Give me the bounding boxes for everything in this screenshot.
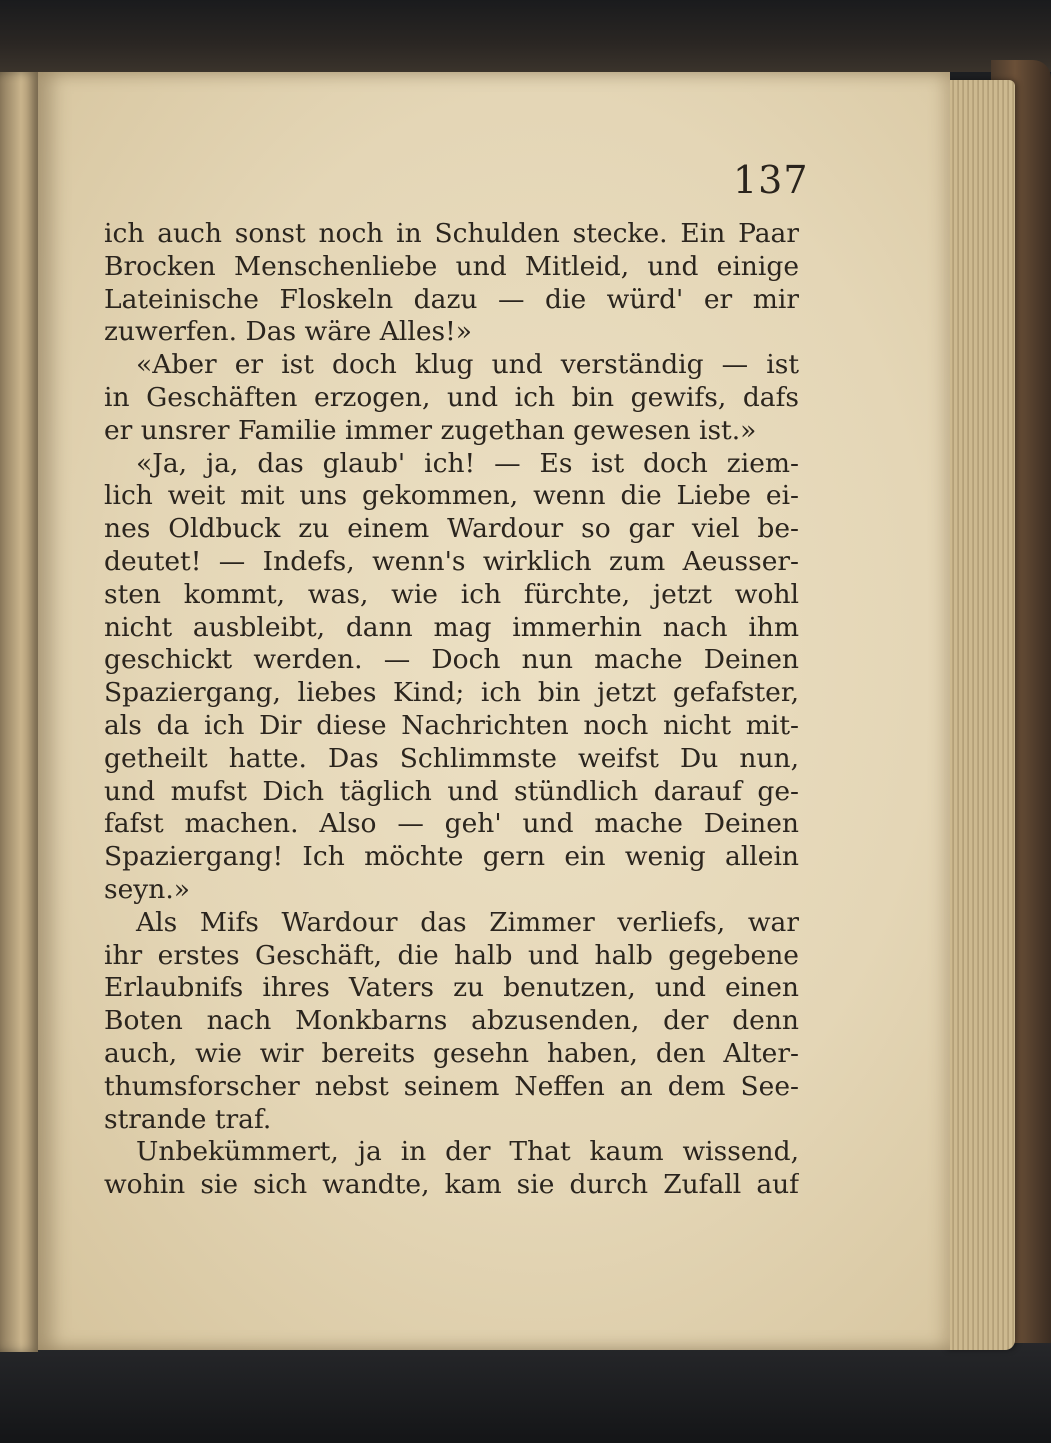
text-line: Spaziergang, liebes Kind; ich bin jetzt gefafster, [104,677,799,709]
text-line: zuwerfen. Das wäre Alles!» [104,316,473,348]
text-line: Brocken Menschenliebe und Mitleid, und einige [104,250,799,282]
text-line: geschickt werden. — Doch nun mache Deinen [104,644,799,676]
text-line: und mufst Dich täglich und stündlich darauf ge- [104,775,799,807]
text-line: seyn.» [104,873,190,905]
text-line: Boten nach Monkbarns abzusenden, der denn [104,1005,799,1037]
text-line: Lateinische Floskeln dazu — die würd' er mir [104,283,799,315]
text-line: wohin sie sich wandte, kam sie durch Zufall auf [104,1169,799,1201]
page-number: 137 [733,158,809,202]
text-line: er unsrer Familie immer zugethan gewesen ist.» [104,414,757,446]
text-line: Spaziergang! Ich möchte gern ein wenig allein [104,841,799,873]
book-cover-bottom [0,1343,1051,1443]
text-line: deutet! — Indefs, wenn's wirklich zum Aeusser- [104,545,799,577]
text-line: in Geschäften erzogen, und ich bin gewifs, dafs [104,381,799,413]
book-cover-top [0,0,1051,72]
text-line: Als Mifs Wardour das Zimmer verliefs, war [136,906,799,938]
text-line: thumsforscher nebst seinem Neffen an dem See- [104,1070,799,1102]
text-line: auch, wie wir bereits gesehn haben, den Alter- [104,1037,799,1069]
text-line: «Ja, ja, das glaub' ich! — Es ist doch ziem- [136,447,799,479]
left-page-edge [0,72,38,1352]
text-line: fafst machen. Also — geh' und mache Deinen [104,808,799,840]
text-line: Erlaubnifs ihres Vaters zu benutzen, und einen [104,972,799,1004]
text-line: ihr erstes Geschäft, die halb und halb gegebene [104,939,799,971]
text-line: ich auch sonst noch in Schulden stecke. Ein Paar [104,218,799,249]
text-line: lich weit mit uns gekommen, wenn die Liebe ei- [104,480,799,512]
text-line: strande traf. [104,1103,272,1135]
text-line: Unbekümmert, ja in der That kaum wissend, [136,1136,799,1168]
text-line: getheilt hatte. Das Schlimmste weifst Du nun, [104,742,799,774]
page-stack-edges [945,80,1015,1350]
text-line: nes Oldbuck zu einem Wardour so gar viel be- [104,513,799,545]
page-text-block [104,218,799,1202]
text-line: «Aber er ist doch klug und verständig — ist [136,349,799,381]
text-line: nicht ausbleibt, dann mag immerhin nach ihm [104,611,799,643]
text-line: als da ich Dir diese Nachrichten noch nicht mit- [104,709,799,741]
text-line: sten kommt, was, wie ich fürchte, jetzt wohl [104,578,799,610]
